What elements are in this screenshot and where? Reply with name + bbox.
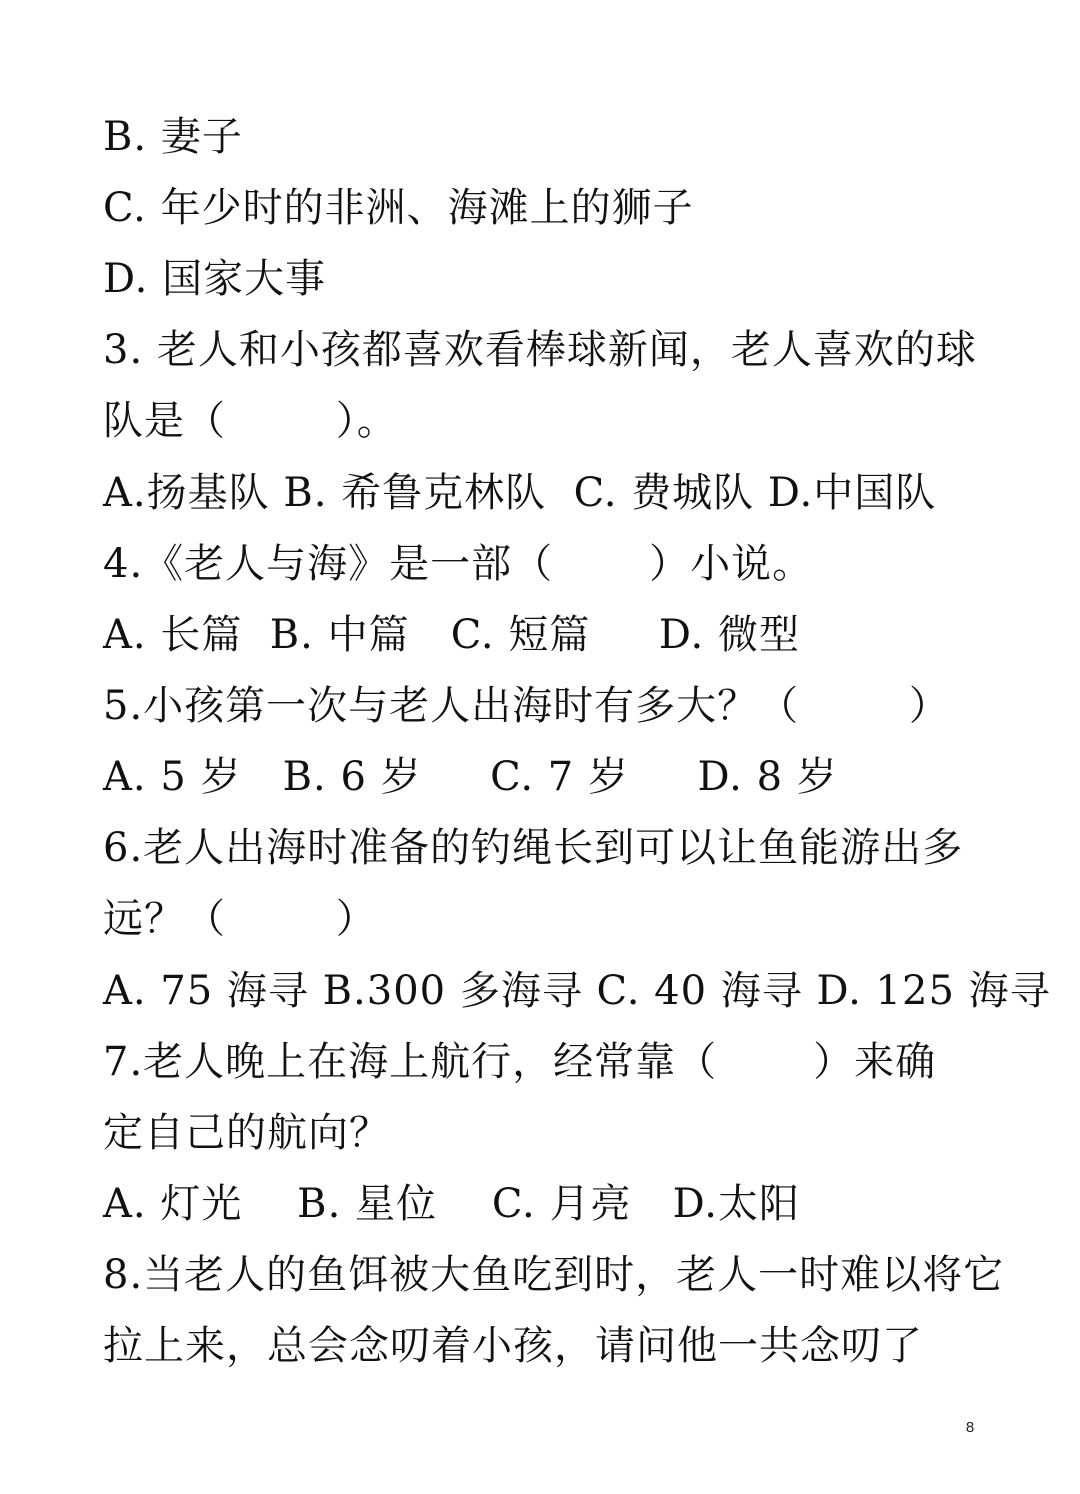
question-8-line-1: 8.当老人的鱼饵被大鱼吃到时，老人一时难以将它 (103, 1252, 1005, 1298)
question-7-line-2: 定自己的航向？ (103, 1110, 390, 1156)
page-number: 8 (965, 1419, 975, 1436)
question-6-options: A. 75 海寻 B.300 多海寻 C. 40 海寻 D. 125 海寻 (103, 968, 1051, 1014)
question-7-line-1: 7.老人晚上在海上航行，经常靠（ ）来确 (103, 1039, 937, 1085)
option-2c: C. 年少时的非洲、海滩上的狮子 (103, 185, 694, 231)
question-6-line-2: 远？（ ） (103, 896, 377, 942)
question-3-line-1: 3. 老人和小孩都喜欢看棒球新闻，老人喜欢的球 (103, 327, 977, 373)
question-6-line-1: 6.老人出海时准备的钓绳长到可以让鱼能游出多 (103, 825, 964, 871)
question-3-line-2: 队是（ ）。 (103, 398, 398, 444)
question-4-options: A. 长篇 B. 中篇 C. 短篇 D. 微型 (103, 612, 800, 658)
question-5: 5.小孩第一次与老人出海时有多大？（ ） (103, 683, 950, 729)
question-3-options: A.扬基队 B. 希鲁克林队 C. 费城队 D.中国队 (103, 470, 937, 516)
question-5-options: A. 5 岁 B. 6 岁 C. 7 岁 D. 8 岁 (103, 754, 838, 800)
question-8-line-2: 拉上来，总会念叨着小孩，请问他一共念叨了 (103, 1323, 923, 1369)
question-4: 4.《老人与海》是一部（ ）小说。 (103, 541, 814, 587)
question-7-options: A. 灯光 B. 星位 C. 月亮 D.太阳 (103, 1181, 800, 1227)
option-2b: B. 妻子 (103, 114, 243, 160)
option-2d: D. 国家大事 (103, 256, 327, 302)
